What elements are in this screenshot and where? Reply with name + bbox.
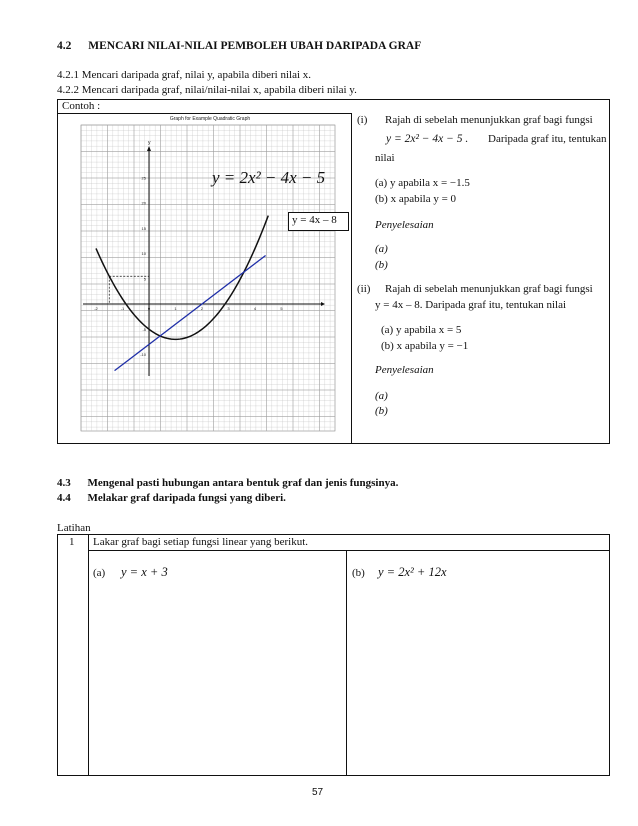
part-ii-number: (ii) bbox=[357, 283, 371, 295]
section-title: MENCARI NILAI-NILAI PEMBOLEH UBAH DARIPADA GRAF bbox=[88, 40, 422, 52]
x-tick-label: 5 bbox=[280, 306, 283, 311]
contoh-label: Contoh : bbox=[62, 100, 101, 112]
section-4-3-heading bbox=[57, 477, 398, 489]
part-ii-question-b: (b) x apabila y = −1 bbox=[381, 340, 469, 352]
part-ii-answer-b: (b) bbox=[375, 405, 388, 417]
latihan-row-number: 1 bbox=[69, 536, 75, 548]
x-tick-label: -1 bbox=[120, 306, 125, 311]
part-i-text3: nilai bbox=[375, 152, 395, 164]
graph-canvas bbox=[73, 115, 341, 437]
part-i-question-a: (a) y apabila x = −1.5 bbox=[375, 177, 470, 189]
y-tick-label: 15 bbox=[141, 225, 146, 231]
x-tick-label: 2 bbox=[200, 306, 204, 311]
part-ii-question-a: (a) y apabila x = 5 bbox=[381, 324, 462, 336]
part-i-answer-a: (a) bbox=[375, 243, 388, 255]
section-4-2-heading bbox=[57, 40, 421, 52]
part-i-text2: Daripada graf itu, tentukan bbox=[488, 133, 607, 145]
part-i-text1: Rajah di sebelah menunjukkan graf bagi fungsi bbox=[385, 114, 593, 126]
x-tick-label: -2 bbox=[94, 306, 98, 311]
part-i-question-b: (b) x apabila y = 0 bbox=[375, 193, 457, 205]
section-number: 4.3 bbox=[57, 477, 71, 489]
x-tick-label: 1 bbox=[174, 306, 177, 311]
part-i-number: (i) bbox=[357, 114, 368, 126]
section-title: Melakar graf daripada fungsi yang diberi. bbox=[87, 492, 286, 504]
x-tick-label: 0 bbox=[147, 306, 151, 311]
latihan-num-divider bbox=[88, 534, 89, 776]
latihan-b-label: (b) bbox=[352, 567, 365, 579]
item-4-2-1: 4.2.1 Mencari daripada graf, nilai y, apabila diberi nilai x. bbox=[57, 69, 312, 81]
latihan-header-divider bbox=[88, 550, 610, 551]
section-number: 4.2 bbox=[57, 40, 72, 52]
x-tick-label: 4 bbox=[253, 306, 257, 311]
contoh-header-divider bbox=[57, 113, 352, 114]
y-tick-label: 5 bbox=[143, 276, 146, 282]
latihan-column-divider bbox=[346, 550, 347, 776]
y-axis-letter: y bbox=[148, 140, 151, 146]
y-tick-label: 10 bbox=[141, 251, 146, 256]
y-tick-label: -10 bbox=[140, 352, 146, 357]
quadratic-graph bbox=[73, 115, 341, 437]
part-i-penyelesaian: Penyelesaian bbox=[375, 219, 434, 231]
latihan-a-label: (a) bbox=[93, 567, 106, 579]
part-i-equation: y = 2x² − 4x − 5 . bbox=[386, 133, 469, 145]
quadratic-equation-label: y = 2x² − 4x − 5 bbox=[212, 168, 326, 187]
part-ii-text2: y = 4x – 8. Daripada graf itu, tentukan nilai bbox=[375, 299, 567, 311]
y-tick-label: -5 bbox=[142, 326, 146, 332]
graph-title: Graph for Example Quadratic Graph bbox=[169, 116, 251, 122]
latihan-instruction: Lakar graf bagi setiap fungsi linear yang berikut. bbox=[93, 536, 309, 548]
part-ii-text1: Rajah di sebelah menunjukkan graf bagi fungsi bbox=[385, 283, 593, 295]
linear-equation-label: y = 4x – 8 bbox=[292, 214, 337, 226]
page-number: 57 bbox=[312, 787, 324, 798]
part-ii-penyelesaian: Penyelesaian bbox=[375, 364, 434, 376]
section-4-4-heading bbox=[57, 492, 286, 504]
latihan-a-equation: y = x + 3 bbox=[121, 565, 168, 579]
latihan-label: Latihan bbox=[57, 522, 91, 534]
section-number: 4.4 bbox=[57, 492, 71, 504]
part-ii-answer-a: (a) bbox=[375, 390, 388, 402]
y-tick-label: 20 bbox=[141, 200, 146, 206]
x-tick-label: 3 bbox=[227, 306, 230, 311]
part-i-answer-b: (b) bbox=[375, 259, 388, 271]
contoh-column-divider bbox=[351, 113, 352, 444]
y-tick-label: 25 bbox=[141, 175, 146, 181]
item-4-2-2: 4.2.2 Mencari daripada graf, nilai/nilai-nilai x, apabila diberi nilai y. bbox=[57, 84, 357, 96]
section-title: Mengenal pasti hubungan antara bentuk graf dan jenis fungsinya. bbox=[87, 477, 399, 489]
latihan-b-equation: y = 2x² + 12x bbox=[378, 565, 447, 579]
